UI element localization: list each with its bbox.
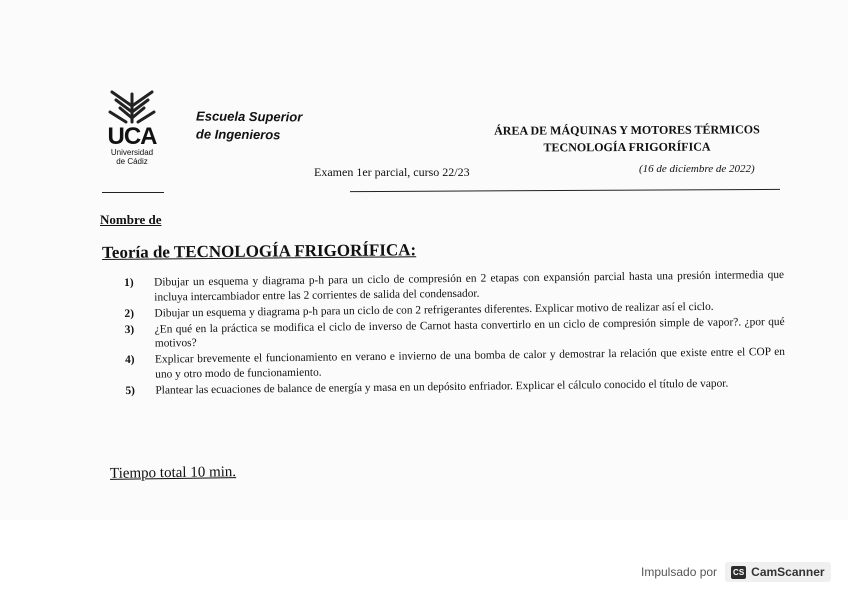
logo-divider — [102, 192, 164, 193]
question-number: 1) — [124, 276, 134, 289]
exam-date: (16 de diciembre de 2022) — [639, 163, 755, 175]
logo-subtitle-line2: de Cádiz — [116, 157, 148, 166]
question-number: 4) — [124, 353, 135, 366]
question-text: Plantear las ecuaciones de balance de energía y masa en un depósito enfriador. Explicar el cálculo conocido el título de vapor. — [155, 377, 729, 397]
camscanner-watermark — [641, 562, 831, 582]
question-number: 5) — [125, 384, 135, 397]
question-list — [124, 268, 785, 400]
name-label: Nombre de — [100, 212, 162, 227]
question-text: Explicar brevemente el funcionamiento en verano e invierno de una bomba de calor y demostrar la relación que existe entre el COP en uno y otro modo de funcionamiento. — [154, 345, 786, 381]
question-number: 2) — [124, 307, 135, 320]
uca-emblem-icon — [106, 88, 158, 124]
question-text: ¿En qué en la práctica se modifica el ciclo de inverso de Carnot hasta convertirlo en un ciclo de compresión simple de vapor?. ¿por qué motivos? — [154, 315, 785, 350]
question-number: 3) — [124, 323, 135, 336]
camscanner-icon: CS — [733, 567, 745, 577]
school-name-line1: Escuela Superior — [196, 108, 303, 125]
section-title: Teoría de TECNOLOGÍA FRIGORÍFICA: — [102, 240, 417, 262]
watermark-label: Impulsado por — [641, 565, 718, 579]
department-heading — [470, 121, 784, 157]
watermark-badge — [725, 562, 831, 582]
school-name — [196, 108, 303, 145]
question-text: Dibujar un esquema y diagrama p-h para un ciclo de compresión en 2 etapas con expansión parcial hasta una presión intermedia que incluya intercambiador entre las 2 corrientes de salida del condensador. — [154, 268, 785, 304]
logo-subtitle-line1: Universidad — [110, 148, 154, 157]
department-name: ÁREA DE MÁQUINAS Y MOTORES TÉRMICOS — [494, 122, 760, 138]
exam-title: Examen 1er parcial, curso 22/23 — [314, 165, 470, 179]
subject-name: TECNOLOGÍA FRIGORÍFICA — [543, 139, 711, 155]
logo-text: UCA — [107, 123, 157, 150]
school-name-line2: de Ingenieros — [195, 126, 281, 143]
total-time: Tiempo total 10 min. — [109, 464, 237, 482]
question-text: Dibujar un esquema y diagrama p-h para un ciclo de con 2 refrigerantes diferentes. Explicar motivo de realizar así el ciclo. — [154, 300, 714, 320]
university-logo — [100, 88, 164, 166]
watermark-brand: CamScanner — [751, 565, 825, 579]
